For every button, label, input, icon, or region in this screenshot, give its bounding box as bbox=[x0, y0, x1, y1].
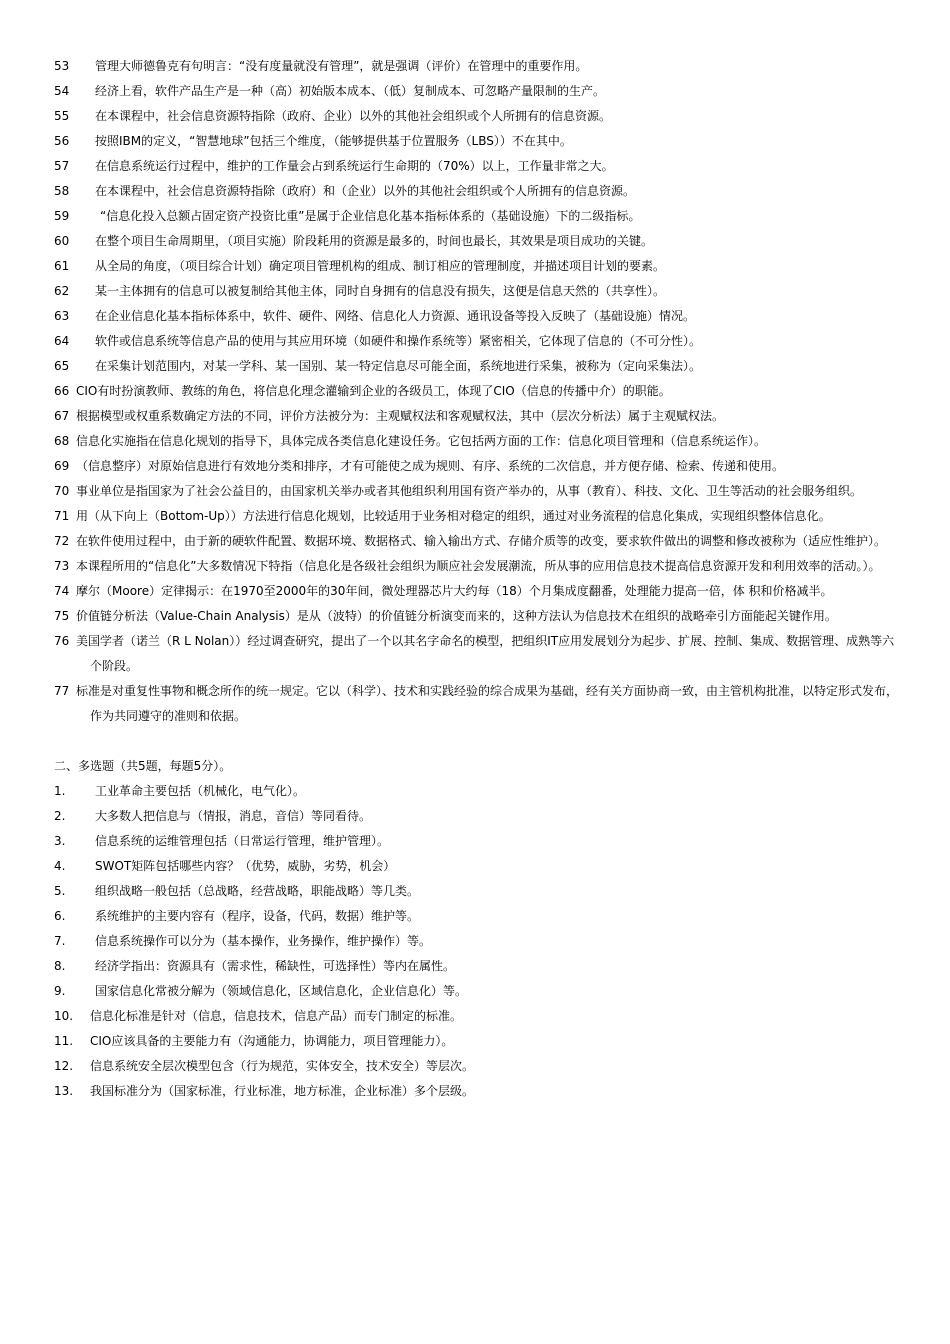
question-item bbox=[0, 504, 950, 529]
multi-choice-text: CIO应该具备的主要能力有（沟通能力，协调能力，项目管理能力）。 bbox=[90, 1034, 454, 1048]
question-item bbox=[0, 629, 950, 679]
question-item bbox=[0, 329, 950, 354]
question-number: 76 bbox=[54, 634, 70, 648]
question-text: （信息整序）对原始信息进行有效地分类和排序，才有可能使之成为规则、有序、系统的二次信息，并方便存储、检索、传递和使用。 bbox=[76, 459, 785, 473]
question-text: 某一主体拥有的信息可以被复制给其他主体，同时自身拥有的信息没有损失，这便是信息天然的（共享性）。 bbox=[95, 284, 666, 298]
question-item bbox=[0, 254, 950, 279]
multi-choice-item bbox=[0, 1079, 950, 1104]
multi-choice-text: 信息化标准是针对（信息，信息技术，信息产品）而专门制定的标准。 bbox=[90, 1009, 463, 1023]
question-item bbox=[0, 104, 950, 129]
question-item bbox=[0, 679, 950, 729]
question-text: 信息化实施指在信息化规划的指导下，具体完成各类信息化建设任务。它包括两方面的工作：信息化项目管理和（信息系统运作）。 bbox=[76, 434, 767, 448]
multi-choice-item bbox=[0, 929, 950, 954]
question-item bbox=[0, 379, 950, 404]
question-text: “信息化投入总额占固定资产投资比重”是属于企业信息化基本指标体系的（基础设施）下的二级指标。 bbox=[100, 209, 641, 223]
multi-choice-item bbox=[0, 954, 950, 979]
question-item bbox=[0, 454, 950, 479]
question-item bbox=[0, 54, 950, 79]
question-item bbox=[0, 479, 950, 504]
question-number: 60 bbox=[54, 234, 70, 248]
question-number: 68 bbox=[54, 434, 70, 448]
question-number: 62 bbox=[54, 284, 70, 298]
question-number: 56 bbox=[54, 134, 70, 148]
question-number: 55 bbox=[54, 109, 70, 123]
document-content bbox=[0, 54, 950, 1104]
multi-choice-number: 5. bbox=[54, 884, 66, 898]
question-item bbox=[0, 79, 950, 104]
question-item bbox=[0, 204, 950, 229]
multi-choice-number: 8. bbox=[54, 959, 66, 973]
multi-choice-item bbox=[0, 804, 950, 829]
question-text: 摩尔（Moore）定律揭示：在1970至2000年的30年间，微处理器芯片大约每（18）个月集成度翻番，处理能力提高一倍，体 积和价格减半。 bbox=[76, 584, 833, 598]
multi-choice-text: 国家信息化常被分解为（领域信息化，区域信息化，企业信息化）等。 bbox=[95, 984, 468, 998]
question-number: 59 bbox=[54, 209, 70, 223]
multi-choice-number: 6. bbox=[54, 909, 66, 923]
question-item bbox=[0, 229, 950, 254]
question-text: 本课程所用的“信息化”大多数情况下特指（信息化是各级社会组织为顺应社会发展潮流，所从事的应用信息技术提高信息资源开发和利用效率的活动。）。 bbox=[76, 559, 881, 573]
question-number: 61 bbox=[54, 259, 70, 273]
multi-choice-text: SWOT矩阵包括哪些内容？（优势，威胁，劣势，机会） bbox=[95, 859, 396, 873]
question-number: 71 bbox=[54, 509, 70, 523]
question-number: 63 bbox=[54, 309, 70, 323]
multi-choice-number: 9. bbox=[54, 984, 66, 998]
question-number: 65 bbox=[54, 359, 70, 373]
multi-choice-number: 12. bbox=[54, 1059, 74, 1073]
multi-choice-item bbox=[0, 829, 950, 854]
question-item bbox=[0, 604, 950, 629]
question-item bbox=[0, 404, 950, 429]
question-item bbox=[0, 354, 950, 379]
question-text: 在整个项目生命周期里，（项目实施）阶段耗用的资源是最多的，时间也最长，其效果是项目成功的关键。 bbox=[95, 234, 654, 248]
question-text: 软件或信息系统等信息产品的使用与其应用环境（如硬件和操作系统等）紧密相关，它体现了信息的（不可分性）。 bbox=[95, 334, 702, 348]
question-text: 根据模型或权重系数确定方法的不同，评价方法被分为：主观赋权法和客观赋权法，其中（层次分析法）属于主观赋权法。 bbox=[76, 409, 725, 423]
question-item bbox=[0, 579, 950, 604]
question-text: 标准是对重复性事物和概念所作的统一规定。它以（科学）、技术和实践经验的综合成果为基础，经有关方面协商一致，由主管机构批准，以特定形式发布，作为共同遵守的准则和依据。 bbox=[76, 684, 899, 723]
question-text: 在企业信息化基本指标体系中，软件、硬件、网络、信息化人力资源、通讯设备等投入反映了（基础设施）情况。 bbox=[95, 309, 696, 323]
multi-choice-text: 系统维护的主要内容有（程序，设备，代码，数据）维护等。 bbox=[95, 909, 420, 923]
question-number: 66 bbox=[54, 384, 70, 398]
section-spacer bbox=[0, 729, 950, 754]
question-number: 57 bbox=[54, 159, 70, 173]
question-text: 经济上看，软件产品生产是一种（高）初始版本成本、（低）复制成本、可忽略产量限制的生产。 bbox=[95, 84, 606, 98]
question-item bbox=[0, 554, 950, 579]
multi-choice-item bbox=[0, 1029, 950, 1054]
multi-choice-number: 13. bbox=[54, 1084, 74, 1098]
question-text: 用（从下向上（Bottom-Up））方法进行信息化规划，比较适用于业务相对稳定的组织，通过对业务流程的信息化集成，实现组织整体信息化。 bbox=[76, 509, 831, 523]
question-text: 在本课程中，社会信息资源特指除（政府、企业）以外的其他社会组织或个人所拥有的信息资源。 bbox=[95, 109, 612, 123]
multi-choice-text: 我国标准分为（国家标准，行业标准，地方标准，企业标准）多个层级。 bbox=[90, 1084, 475, 1098]
multi-choice-item bbox=[0, 1054, 950, 1079]
multi-choice-text: 大多数人把信息与（情报，消息，音信）等同看待。 bbox=[95, 809, 372, 823]
question-item bbox=[0, 179, 950, 204]
multi-choice-text: 信息系统操作可以分为（基本操作，业务操作，维护操作）等。 bbox=[95, 934, 432, 948]
multi-choice-text: 信息系统的运维管理包括（日常运行管理，维护管理）。 bbox=[95, 834, 390, 848]
question-number: 75 bbox=[54, 609, 70, 623]
question-item bbox=[0, 279, 950, 304]
question-item bbox=[0, 154, 950, 179]
question-number: 77 bbox=[54, 684, 70, 698]
question-text: 在信息系统运行过程中，维护的工作量会占到系统运行生命期的（70%）以上，工作量非常之大。 bbox=[95, 159, 614, 173]
question-number: 53 bbox=[54, 59, 70, 73]
question-item bbox=[0, 304, 950, 329]
multi-choice-number: 2. bbox=[54, 809, 66, 823]
question-number: 74 bbox=[54, 584, 70, 598]
multi-choice-number: 7. bbox=[54, 934, 66, 948]
multi-choice-number: 1. bbox=[54, 784, 66, 798]
question-number: 70 bbox=[54, 484, 70, 498]
multi-choice-item bbox=[0, 979, 950, 1004]
multi-choice-text: 信息系统安全层次模型包含（行为规范，实体安全，技术安全）等层次。 bbox=[90, 1059, 475, 1073]
question-text: 在采集计划范围内，对某一学科、某一国别、某一特定信息尽可能全面，系统地进行采集，被称为（定向采集法）。 bbox=[95, 359, 702, 373]
question-number: 67 bbox=[54, 409, 70, 423]
section-title-multiple-choice: 二、多选题（共5题，每题5分）。 bbox=[54, 759, 232, 773]
multi-choice-text: 组织战略一般包括（总战略，经营战略，职能战略）等几类。 bbox=[95, 884, 420, 898]
multi-choice-item bbox=[0, 904, 950, 929]
question-item bbox=[0, 529, 950, 554]
multi-choice-number: 11. bbox=[54, 1034, 74, 1048]
multi-choice-item bbox=[0, 779, 950, 804]
question-number: 64 bbox=[54, 334, 70, 348]
question-text: 在软件使用过程中，由于新的硬软件配置、数据环境、数据格式、输入输出方式、存储介质等的改变，要求软件做出的调整和修改被称为（适应性维护）。 bbox=[76, 534, 887, 548]
multi-choice-item bbox=[0, 854, 950, 879]
question-text: 管理大师德鲁克有句明言：“没有度量就没有管理”，就是强调（评价）在管理中的重要作用。 bbox=[95, 59, 588, 73]
question-number: 58 bbox=[54, 184, 70, 198]
question-text: CIO有时扮演教师、教练的角色，将信息化理念灌输到企业的各级员工，体现了CIO（信息的传播中介）的职能。 bbox=[76, 384, 671, 398]
question-text: 在本课程中，社会信息资源特指除（政府）和（企业）以外的其他社会组织或个人所拥有的信息资源。 bbox=[95, 184, 636, 198]
question-text: 从全局的角度，（项目综合计划）确定项目管理机构的组成、制订相应的管理制度，并描述项目计划的要素。 bbox=[95, 259, 666, 273]
question-text: 美国学者（诺兰（R L Nolan））经过调查研究，提出了一个以其名字命名的模型，把组织IT应用发展划分为起步、扩展、控制、集成、数据管理、成熟等六个阶段。 bbox=[76, 634, 895, 673]
multi-choice-item bbox=[0, 879, 950, 904]
multi-choice-item bbox=[0, 1004, 950, 1029]
question-number: 54 bbox=[54, 84, 70, 98]
question-number: 72 bbox=[54, 534, 70, 548]
question-item bbox=[0, 129, 950, 154]
multi-choice-number: 4. bbox=[54, 859, 66, 873]
question-text: 价值链分析法（Value-Chain Analysis）是从（波特）的价值链分析演变而来的，这种方法认为信息技术在组织的战略牵引方面能起关键作用。 bbox=[76, 609, 837, 623]
multi-choice-number: 3. bbox=[54, 834, 66, 848]
question-text: 事业单位是指国家为了社会公益目的，由国家机关举办或者其他组织利用国有资产举办的，从事（教育）、科技、文化、卫生等活动的社会服务组织。 bbox=[76, 484, 863, 498]
question-number: 69 bbox=[54, 459, 70, 473]
question-text: 按照IBM的定义，“智慧地球”包括三个维度，（能够提供基于位置服务（LBS））不在其中。 bbox=[95, 134, 572, 148]
multi-choice-text: 工业革命主要包括（机械化，电气化）。 bbox=[95, 784, 306, 798]
multi-choice-number: 10. bbox=[54, 1009, 74, 1023]
question-number: 73 bbox=[54, 559, 70, 573]
question-item bbox=[0, 429, 950, 454]
multi-choice-text: 经济学指出：资源具有（需求性，稀缺性，可选择性）等内在属性。 bbox=[95, 959, 456, 973]
